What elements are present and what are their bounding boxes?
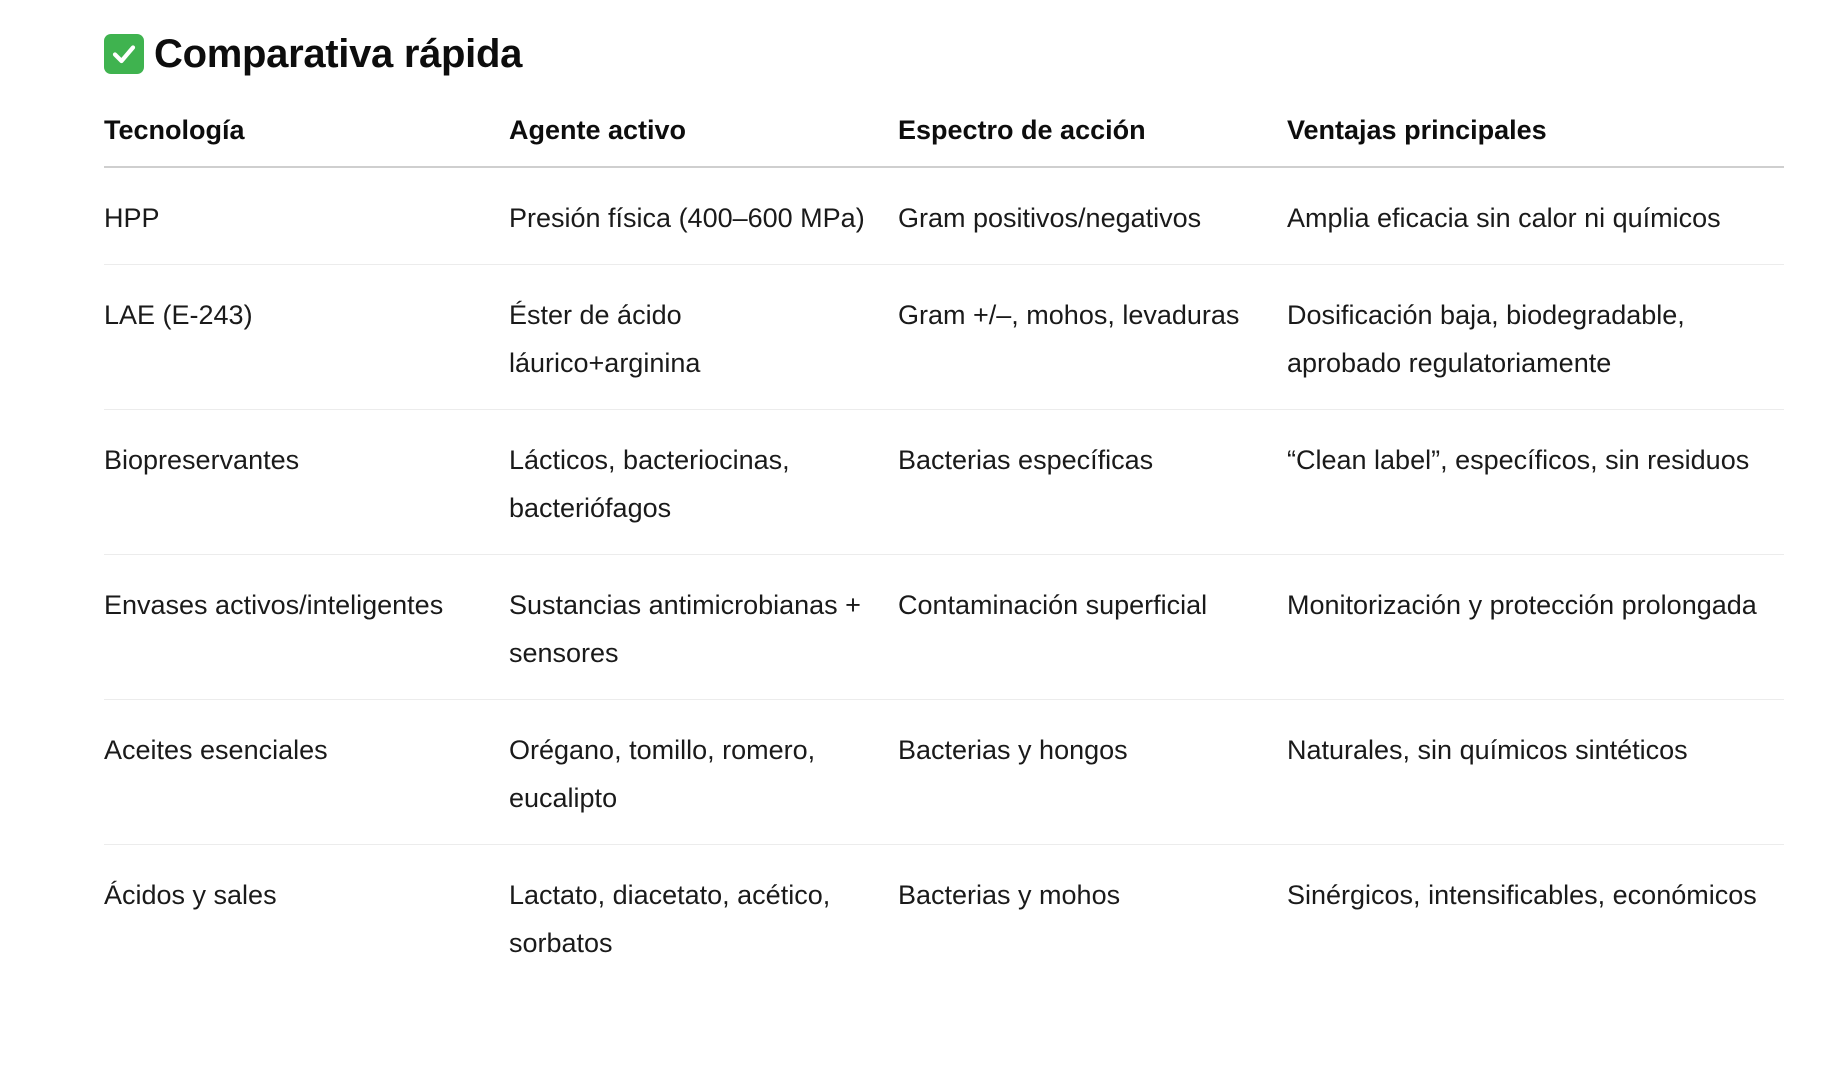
table-cell bbox=[509, 845, 898, 990]
cell-text: Bacterias y hongos bbox=[898, 735, 1128, 765]
table-cell bbox=[1287, 700, 1784, 845]
cell-text: Éster de ácido láurico+arginina bbox=[509, 300, 701, 378]
table-cell bbox=[898, 410, 1287, 555]
cell-text: Gram positivos/negativos bbox=[898, 203, 1202, 233]
section-heading bbox=[104, 30, 1784, 78]
table-cell bbox=[509, 555, 898, 700]
cell-text: Contaminación superficial bbox=[898, 590, 1208, 620]
cell-text: Lactato, diacetato, acético, sorbatos bbox=[509, 880, 831, 958]
table-cell bbox=[509, 700, 898, 845]
cell-text: Biopreservantes bbox=[104, 445, 300, 475]
table-cell bbox=[104, 167, 509, 265]
table-row bbox=[104, 265, 1784, 410]
cell-text: Aceites esenciales bbox=[104, 735, 328, 765]
table-cell bbox=[1287, 555, 1784, 700]
column-header-spectrum: Espectro de acción bbox=[898, 106, 1287, 167]
table-cell bbox=[1287, 845, 1784, 990]
cell-text: Sustancias antimicrobianas + sensores bbox=[509, 590, 861, 668]
check-mark-button-icon bbox=[104, 34, 144, 74]
table-row bbox=[104, 845, 1784, 990]
column-header-technology: Tecnología bbox=[104, 106, 509, 167]
table-row bbox=[104, 410, 1784, 555]
cell-text: Presión física (400–600 MPa) bbox=[509, 203, 865, 233]
table-cell bbox=[1287, 410, 1784, 555]
cell-text: Amplia eficacia sin calor ni químicos bbox=[1287, 203, 1721, 233]
section-title: Comparativa rápida bbox=[154, 31, 523, 76]
column-header-active-agent: Agente activo bbox=[509, 106, 898, 167]
cell-text: Gram +/–, mohos, levaduras bbox=[898, 300, 1240, 330]
cell-text: HPP bbox=[104, 203, 160, 233]
comparison-table bbox=[104, 106, 1784, 989]
column-header-advantages: Ventajas principales bbox=[1287, 106, 1784, 167]
cell-text: Lácticos, bacteriocinas, bacteriófagos bbox=[509, 445, 790, 523]
cell-text: LAE (E-243) bbox=[104, 300, 253, 330]
table-cell bbox=[898, 265, 1287, 410]
table-cell bbox=[1287, 265, 1784, 410]
cell-text: Orégano, tomillo, romero, eucalipto bbox=[509, 735, 816, 813]
cell-text: Envases activos/inteligentes bbox=[104, 590, 444, 620]
table-cell bbox=[104, 410, 509, 555]
table-cell bbox=[104, 265, 509, 410]
table-cell bbox=[104, 700, 509, 845]
table-row bbox=[104, 167, 1784, 265]
cell-text: Sinérgicos, intensificables, económicos bbox=[1287, 880, 1757, 910]
table-cell bbox=[898, 555, 1287, 700]
table-cell bbox=[104, 555, 509, 700]
cell-text: Dosificación baja, biodegradable, aprobado regulatoriamente bbox=[1287, 300, 1685, 378]
cell-text: Bacterias específicas bbox=[898, 445, 1154, 475]
table-row bbox=[104, 555, 1784, 700]
table-cell bbox=[1287, 167, 1784, 265]
table-cell bbox=[898, 167, 1287, 265]
table-cell bbox=[898, 700, 1287, 845]
cell-text: Naturales, sin químicos sintéticos bbox=[1287, 735, 1688, 765]
table-row bbox=[104, 700, 1784, 845]
document-content bbox=[104, 30, 1784, 989]
table-cell bbox=[509, 265, 898, 410]
cell-text: Monitorización y protección prolongada bbox=[1287, 590, 1757, 620]
table-header-row bbox=[104, 106, 1784, 167]
table-cell bbox=[104, 845, 509, 990]
cell-text: “Clean label”, específicos, sin residuos bbox=[1287, 445, 1750, 475]
cell-text: Ácidos y sales bbox=[104, 880, 277, 910]
table-cell bbox=[509, 167, 898, 265]
cell-text: Bacterias y mohos bbox=[898, 880, 1121, 910]
table-cell bbox=[898, 845, 1287, 990]
table-cell bbox=[509, 410, 898, 555]
